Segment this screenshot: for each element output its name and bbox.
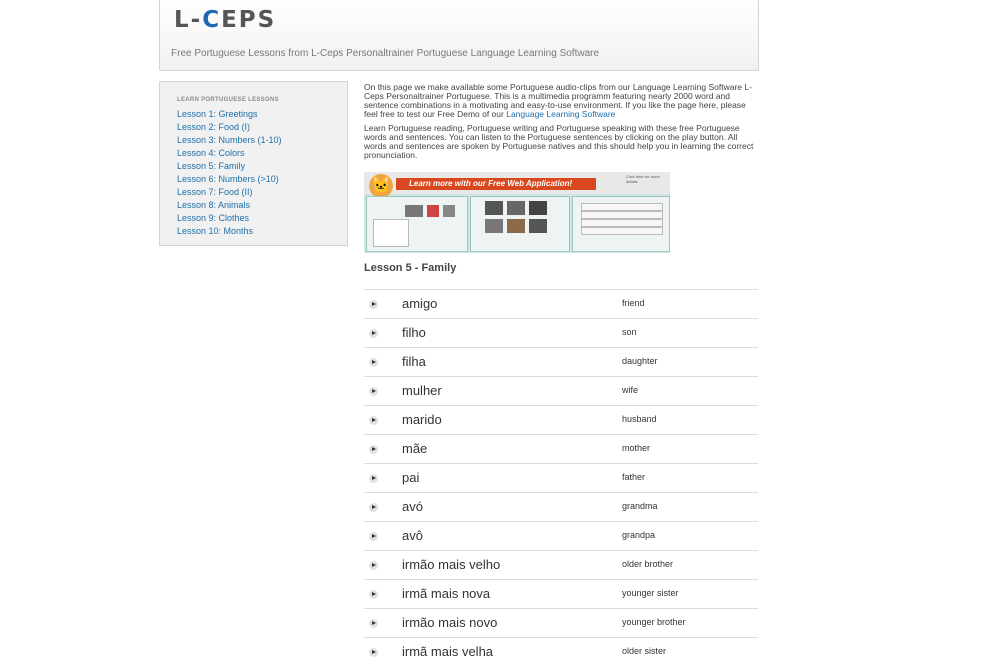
english-translation: father (622, 472, 646, 482)
sidebar-title: LEARN PORTUGUESE LESSONS (177, 97, 279, 103)
lesson-link-9[interactable]: Lesson 9: Clothes (177, 213, 250, 223)
lesson-link-6[interactable]: Lesson 6: Numbers (>10) (177, 174, 279, 184)
portuguese-word: marido (402, 412, 442, 427)
web-app-banner[interactable] (364, 172, 670, 253)
screenshot-panel-3 (572, 196, 670, 252)
portuguese-word: pai (402, 470, 420, 485)
screenshot-panel-1 (366, 196, 468, 252)
english-translation: grandpa (622, 530, 656, 540)
vocab-row (364, 376, 758, 405)
logo-text-c: C (202, 7, 222, 33)
lesson-list-item (177, 186, 282, 199)
lesson-list-item (177, 212, 282, 225)
english-translation: younger sister (622, 588, 679, 598)
play-icon[interactable] (369, 503, 378, 512)
portuguese-word: mãe (402, 441, 428, 456)
lesson-list-item (177, 121, 282, 134)
intro-text (364, 83, 756, 165)
portuguese-word: filho (402, 325, 426, 340)
intro-paragraph-1 (364, 83, 756, 119)
play-icon[interactable] (369, 648, 378, 657)
vocab-row (364, 608, 758, 637)
intro-paragraph-2: Learn Portuguese reading, Portuguese writing and Portuguese speaking with these free Portuguese words and sentences. You can listen to the Portuguese sentences by clicking on the play button. All words and sentences are spoken by Portuguese natives and this should help you in learning the correct pronunciation. (364, 123, 754, 160)
lesson-link-10[interactable]: Lesson 10: Months (177, 226, 254, 236)
portuguese-word: avó (402, 499, 423, 514)
play-icon[interactable] (369, 300, 378, 309)
play-icon[interactable] (369, 474, 378, 483)
play-icon[interactable] (369, 561, 378, 570)
lesson-list-item (177, 134, 282, 147)
lesson-title: Lesson 5 - Family (364, 262, 457, 274)
english-translation: older brother (622, 559, 674, 569)
portuguese-word: amigo (402, 296, 438, 311)
play-icon[interactable] (369, 590, 378, 599)
lesson-list-item (177, 225, 282, 238)
english-translation: daughter (622, 356, 658, 366)
play-icon[interactable] (369, 329, 378, 338)
english-translation: younger brother (622, 617, 686, 627)
lesson-link-2[interactable]: Lesson 2: Food (I) (177, 122, 251, 132)
vocab-row (364, 347, 758, 376)
lesson-link-8[interactable]: Lesson 8: Animals (177, 200, 251, 210)
vocab-row (364, 405, 758, 434)
banner-hint: Click here for more details (626, 174, 660, 184)
lesson-link-7[interactable]: Lesson 7: Food (II) (177, 187, 253, 197)
language-software-link[interactable]: Language Learning Software (506, 109, 616, 119)
portuguese-word: irmã mais nova (402, 586, 491, 601)
vocab-row (364, 550, 758, 579)
english-translation: husband (622, 414, 657, 424)
play-icon[interactable] (369, 619, 378, 628)
portuguese-word: mulher (402, 383, 442, 398)
vocab-row (364, 492, 758, 521)
vocab-row (364, 637, 758, 666)
english-translation: wife (622, 385, 639, 395)
lesson-list-item (177, 147, 282, 160)
cat-mascot-icon: 🐱 (369, 174, 393, 198)
english-translation: mother (622, 443, 651, 453)
vocab-row (364, 318, 758, 347)
site-header (159, 0, 759, 71)
portuguese-word: avô (402, 528, 423, 543)
play-icon[interactable] (369, 445, 378, 454)
lesson-list-item (177, 160, 282, 173)
play-icon[interactable] (369, 358, 378, 367)
portuguese-word: irmão mais velho (402, 557, 501, 572)
play-icon[interactable] (369, 416, 378, 425)
banner-text: Learn more with our Free Web Application! (409, 179, 573, 188)
play-icon[interactable] (369, 387, 378, 396)
english-translation: friend (622, 298, 645, 308)
vocab-row (364, 434, 758, 463)
vocab-row (364, 521, 758, 550)
lesson-list-item (177, 173, 282, 186)
english-translation: grandma (622, 501, 658, 511)
lesson-list-item (177, 199, 282, 212)
logo-text-right: EPS (221, 7, 277, 33)
lesson-link-3[interactable]: Lesson 3: Numbers (1-10) (177, 135, 282, 145)
lesson-link-5[interactable]: Lesson 5: Family (177, 161, 246, 171)
vocab-row (364, 463, 758, 492)
lesson-list-item (177, 108, 282, 121)
site-tagline: Free Portuguese Lessons from L-Ceps Personaltrainer Portuguese Language Learning Software (171, 48, 600, 59)
screenshot-panel-2 (470, 196, 570, 252)
lesson-link-4[interactable]: Lesson 4: Colors (177, 148, 245, 158)
portuguese-word: irmã mais velha (402, 644, 494, 659)
vocab-row (364, 289, 758, 318)
lesson-link-1[interactable]: Lesson 1: Greetings (177, 109, 258, 119)
portuguese-word: filha (402, 354, 426, 369)
lesson-sidebar (159, 81, 348, 246)
vocab-row (364, 579, 758, 608)
logo-text-left: L- (174, 7, 203, 33)
portuguese-word: irmão mais novo (402, 615, 498, 630)
lesson-list (177, 108, 282, 238)
english-translation: son (622, 327, 637, 337)
vocabulary-table (364, 289, 758, 666)
english-translation: older sister (622, 646, 667, 656)
site-logo[interactable] (174, 7, 276, 33)
play-icon[interactable] (369, 532, 378, 541)
intro-paragraph-1-text: On this page we make available some Portuguese audio-clips from our Language Learning Software L-Ceps Personaltrainer Portuguese. This is a multimedia programm featuring nearly 2000 word and sentence combinations in a motivating and easy-to-use environment. If you like the page here, please feel free to test our Free Demo of our (364, 82, 752, 119)
